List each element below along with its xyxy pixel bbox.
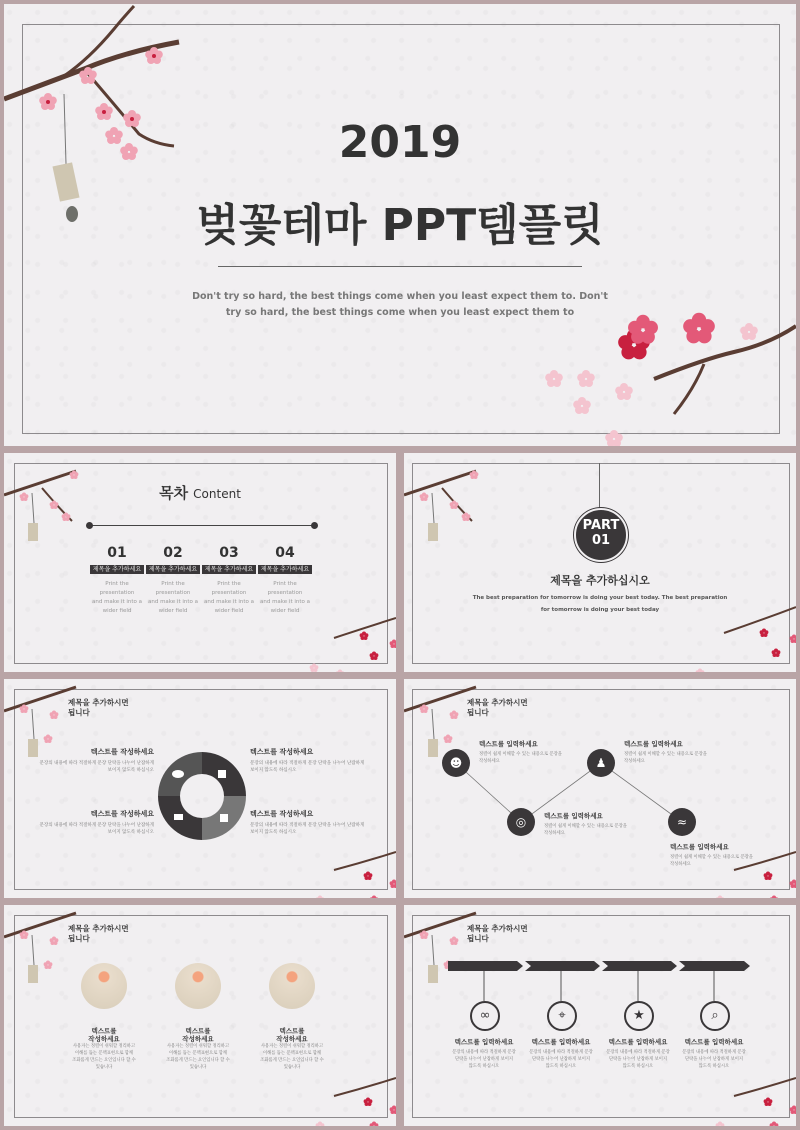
part-desc-line2: for tomorrow is doing your best today: [540, 607, 660, 613]
donut-item-text: 보이지 않도록 하십시오: [250, 768, 297, 773]
timeline-item-2: [521, 1037, 601, 1070]
location-pin-icon: ⌖: [547, 1001, 577, 1031]
flower-vase-image: [175, 963, 221, 1009]
blossom-small-br: [294, 608, 396, 672]
timeline-item-3: [598, 1037, 678, 1070]
slide-title-line1: 제목을 추가하시면: [68, 698, 129, 707]
toc-item-2[interactable]: [146, 545, 200, 616]
photo-item-text-line: 있습니다: [189, 1065, 207, 1070]
zigzag-item-heading: 텍스트를 입력하세요: [624, 740, 683, 748]
toc-item-label: 제목을 추가하세요: [258, 565, 312, 574]
donut-item-1: [34, 747, 154, 774]
part-number: 01: [591, 533, 611, 548]
toc-item-label: 제목을 추가하세요: [202, 565, 256, 574]
part-connector-line: [599, 463, 600, 509]
photo-item-heading-line: 작성하세요: [88, 1035, 120, 1043]
donut-chart: [156, 750, 248, 842]
link-icon: ∞: [470, 1001, 500, 1031]
timeline-item-heading: 텍스트를 입력하세요: [684, 1038, 744, 1046]
timeline-item-heading: 텍스트를 입력하세요: [608, 1038, 668, 1046]
timeline-item-heading: 텍스트를 입력하세요: [531, 1038, 591, 1046]
photo-item-1: [64, 963, 144, 1071]
zigzag-item-text: 작성하세요: [544, 831, 565, 836]
timeline-arrows: [404, 905, 796, 1126]
toc-item-desc-line: and make it into a: [91, 599, 143, 605]
timeline-item-text: 않도록 하십시오: [468, 1064, 500, 1069]
timeline-item-heading: 텍스트를 입력하세요: [454, 1038, 514, 1046]
toc-item-desc-line: Print the presentation: [211, 581, 247, 596]
cover-slide: [4, 4, 796, 446]
toc-item-desc-line: and make it into a: [259, 599, 311, 605]
flower-vase-image: [269, 963, 315, 1009]
donut-item-text: 문장의 내용에 따라 적절하게 문장 단락을 나누어 난잡하게: [39, 823, 154, 828]
photo-item-heading-line: 텍스트를: [185, 1027, 211, 1035]
photo-item-text-line: 이해를 돕는 문맥표현으로 함께: [74, 1051, 134, 1056]
slide-title-line2: 됩니다: [467, 708, 489, 717]
part-badge: [574, 508, 628, 562]
toc-item-desc: [146, 580, 200, 616]
slide-title-line2: 됩니다: [467, 934, 489, 943]
toc-item-desc-line: and make it into a: [147, 599, 199, 605]
photo-item-text-line: 있습니다: [95, 1065, 113, 1070]
toc-item-number: 04: [275, 545, 295, 561]
photo-item-2: [158, 963, 238, 1071]
zigzag-item-heading: 텍스트를 입력하세요: [670, 843, 729, 851]
donut-item-text: 보이지 않도록 하십시오: [107, 768, 154, 773]
toc-title-en: Content: [193, 487, 241, 501]
photo-item-heading: [158, 1027, 238, 1043]
blossom-small-br: [304, 1070, 396, 1126]
toc-item-desc: [202, 580, 256, 616]
zigzag-item-2: [544, 811, 654, 837]
photo-item-text-line: 조화롭게 만드는 요인입니다 할 수: [166, 1058, 230, 1063]
timeline-item-text: 않도록 하십시오: [698, 1064, 730, 1069]
photo-item-text-line: 있습니다: [283, 1065, 301, 1070]
toc-line-dot-right: [311, 522, 318, 529]
donut-item-text: 보이지 않도록 하십시오: [107, 830, 154, 835]
toc-item-label: 제목을 추가하세요: [146, 565, 200, 574]
toc-item-4[interactable]: [258, 545, 312, 616]
photo-item-text-line: 사용자는 정렬이 쉬워할 정리하고: [166, 1044, 230, 1049]
toc-item-1[interactable]: [90, 545, 144, 616]
toc-line: [88, 525, 316, 526]
flower-vase-image: [81, 963, 127, 1009]
zigzag-item-1: [479, 739, 589, 765]
timeline-item-1: [444, 1037, 524, 1070]
toc-item-number: 02: [163, 545, 183, 561]
photo-item-text-line: 사용자는 정렬이 쉬워할 정리하고: [260, 1044, 324, 1049]
timeline-item-text: 문장의 내용에 따라 적절하게 문장: [452, 1050, 516, 1055]
photo-item-text-line: 조화롭게 만드는 요인입니다 할 수: [72, 1058, 136, 1063]
zigzag-item-heading: 텍스트를 입력하세요: [479, 740, 538, 748]
timeline-item-text: 단락을 나누어 난잡하게 보이지: [684, 1057, 744, 1062]
photo-item-heading-line: 텍스트를: [91, 1027, 117, 1035]
photo-item-3: [252, 963, 332, 1071]
zigzag-item-4: [670, 842, 780, 868]
photo-item-text: [158, 1043, 238, 1071]
photo-item-heading: [64, 1027, 144, 1043]
zigzag-item-text: 작성하세요: [624, 759, 645, 764]
timeline-slide: [404, 905, 796, 1126]
donut-item-text: 보이지 않도록 하십시오: [250, 830, 297, 835]
zigzag-item-text: 정렬이 쉽게 이해할 수 있는 내용으로 문장을: [544, 824, 627, 829]
photo-item-text-line: 이해를 돕는 문맥표현으로 함께: [262, 1051, 322, 1056]
donut-item-text: 문장의 내용에 따라 적절하게 문장 단락을 나누어 난잡하게: [39, 761, 154, 766]
zigzag-item-text: 작성하세요: [670, 862, 691, 867]
zigzag-item-text: 정렬이 쉽게 이해할 수 있는 내용으로 문장을: [624, 752, 707, 757]
toc-item-3[interactable]: [202, 545, 256, 616]
toc-item-desc: [90, 580, 144, 616]
donut-item-3: [250, 747, 380, 774]
slide-title-line2: 됩니다: [68, 934, 90, 943]
branch-small-tl: [404, 453, 494, 558]
photo-item-heading: [252, 1027, 332, 1043]
photo-item-heading-line: 작성하세요: [182, 1035, 214, 1043]
part-slide: [404, 453, 796, 672]
cover-year: 2019: [338, 117, 462, 168]
cover-title: 벚꽃테마 PPT템플릿: [196, 200, 604, 251]
zigzag-item-heading: 텍스트를 입력하세요: [544, 812, 603, 820]
toc-title: [4, 482, 396, 503]
photo-item-text-line: 사용자는 정렬이 쉬워할 정리하고: [72, 1044, 136, 1049]
photo-item-text: [64, 1043, 144, 1071]
toc-item-label: 제목을 추가하세요: [90, 565, 144, 574]
timeline-item-text: 않도록 하십시오: [622, 1064, 654, 1069]
zigzag-item-text: 정렬이 쉽게 이해할 수 있는 내용으로 문장을: [670, 855, 753, 860]
timeline-item-text: 문장의 내용에 따라 적절하게 문장: [529, 1050, 593, 1055]
toc-item-desc-line: Print the presentation: [99, 581, 135, 596]
donut-item-heading: 텍스트를 작성하세요: [250, 810, 314, 818]
slide-title-line1: 제목을 추가하시면: [467, 698, 528, 707]
cover-subtitle-line1: Don't try so hard, the best things come when you least expect them to. Don't: [192, 291, 608, 302]
toc-item-number: 03: [219, 545, 239, 561]
people-icon: ☻: [442, 749, 470, 777]
photos-slide: [4, 905, 396, 1126]
slide-title: [68, 698, 129, 718]
zigzag-item-text: 작성하세요: [479, 759, 500, 764]
toc-item-desc-line: wider field: [270, 608, 300, 614]
swimmer-icon: ≈: [668, 808, 696, 836]
donut-item-heading: 텍스트를 작성하세요: [90, 810, 154, 818]
timeline-item-text: 단락을 나누어 난잡하게 보이지: [454, 1057, 514, 1062]
timeline-arrow-4: [679, 961, 750, 971]
blossom-small-br: [684, 593, 796, 672]
timeline-item-text: 않도록 하십시오: [545, 1064, 577, 1069]
donut-item-2: [34, 809, 154, 836]
cover-subtitle-line2: try so hard, the best things come when you least expect them to: [225, 307, 575, 318]
timeline-item-text: 문장의 내용에 따라 적절하게 문장: [606, 1050, 670, 1055]
toc-item-desc-line: wider field: [102, 608, 132, 614]
part-desc-line1: The best preparation for tomorrow is doing your best today. The best preparation: [472, 595, 728, 601]
toc-item-desc-line: and make it into a: [203, 599, 255, 605]
toc-item-desc-line: wider field: [214, 608, 244, 614]
toc-line-dot-left: [86, 522, 93, 529]
toc-title-ko: 목차: [159, 484, 189, 502]
target-icon: ◎: [507, 808, 535, 836]
slide-title: [68, 924, 129, 944]
blossom-bottom-right: [534, 304, 796, 446]
slide-title-line1: 제목을 추가하시면: [68, 924, 129, 933]
slide-title-line2: 됩니다: [68, 708, 90, 717]
toc-slide: [4, 453, 396, 672]
photo-item-heading-line: 작성하세요: [276, 1035, 308, 1043]
cover-divider: [218, 266, 582, 267]
donut-item-heading: 텍스트를 작성하세요: [250, 748, 314, 756]
timeline-item-text: 문장의 내용에 따라 적절하게 문장: [682, 1050, 746, 1055]
toc-item-desc-line: Print the presentation: [267, 581, 303, 596]
toc-item-desc-line: Print the presentation: [155, 581, 191, 596]
donut-item-heading: 텍스트를 작성하세요: [90, 748, 154, 756]
timeline-arrow-2: [525, 961, 600, 971]
timeline-item-4: [674, 1037, 754, 1070]
part-heading: 제목을 추가하십시오: [550, 574, 650, 587]
branch-small-tl: [4, 453, 94, 558]
donut-item-text: 문장의 내용에 따라 적절하게 문장 단락을 나누어 난잡하게: [250, 823, 365, 828]
slide-title-line1: 제목을 추가하시면: [467, 924, 528, 933]
toc-item-desc: [258, 580, 312, 616]
donut-item-text: 문장의 내용에 따라 적절하게 문장 단락을 나누어 난잡하게: [250, 761, 365, 766]
toc-item-number: 01: [107, 545, 127, 561]
photo-item-heading-line: 텍스트를: [279, 1027, 305, 1035]
photo-item-text-line: 이해를 돕는 문맥표현으로 함께: [168, 1051, 228, 1056]
person-icon: ♟: [587, 749, 615, 777]
part-label: PART: [582, 518, 620, 533]
star-icon: ★: [624, 1001, 654, 1031]
timeline-item-text: 단락을 나누어 난잡하게 보이지: [531, 1057, 591, 1062]
photo-item-text-line: 조화롭게 만드는 요인입니다 할 수: [260, 1058, 324, 1063]
zigzag-item-text: 정렬이 쉽게 이해할 수 있는 내용으로 문장을: [479, 752, 562, 757]
zigzag-slide: [404, 679, 796, 898]
search-icon: ⌕: [700, 1001, 730, 1031]
donut-slide: [4, 679, 396, 898]
donut-item-4: [250, 809, 380, 836]
photo-item-text: [252, 1043, 332, 1071]
timeline-item-text: 단락을 나누어 난잡하게 보이지: [608, 1057, 668, 1062]
timeline-arrow-1: [448, 961, 523, 971]
blossom-small-br: [304, 844, 396, 898]
toc-item-desc-line: wider field: [158, 608, 188, 614]
zigzag-item-3: [624, 739, 734, 765]
timeline-arrow-3: [602, 961, 677, 971]
